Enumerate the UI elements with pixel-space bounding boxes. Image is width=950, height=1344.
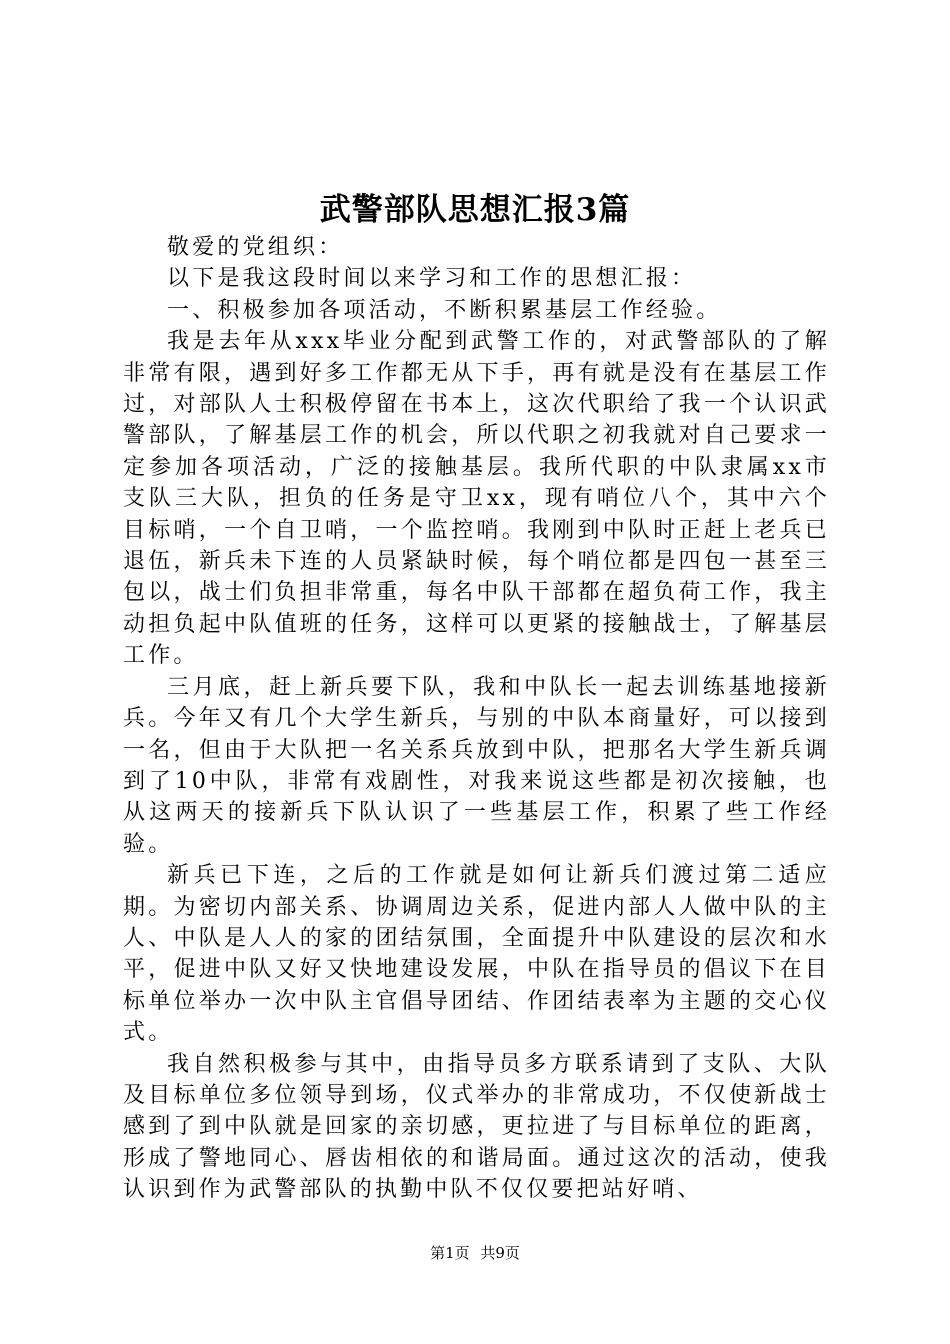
document-title: 武警部队思想汇报3篇 xyxy=(319,192,631,228)
page-number: 第1页 xyxy=(430,1244,470,1262)
section-heading: 一、积极参加各项活动，不断积累基层工作经验。 xyxy=(167,297,722,323)
intro-paragraph: 以下是我这段时间以来学习和工作的思想汇报： xyxy=(167,266,697,292)
page-footer xyxy=(0,1242,950,1264)
body-paragraph: 三月底，赶上新兵要下队，我和中队长一起去训练基地接新兵。今年又有几个大学生新兵，与别的中队本商量好，可以接到一名，但由于大队把一名关系兵放到中队，把那名大学生新兵调到了10中队，非常有戏剧性，对我来说这些都是初次接触，也从这两天的接新兵下队认识了一些基层工作，积累了些工作经验。 xyxy=(123,674,830,857)
document-body xyxy=(123,232,830,1206)
body-paragraph: 我是去年从xxx毕业分配到武警工作的，对武警部队的了解非常有限，遇到好多工作都无从下手，再有就是没有在基层工作过，对部队人士积极停留在书本上，这次代职给了我一个认识武警部队，了解基层工作的机会，所以代职之初我就对自己要求一定参加各项活动，广泛的接触基层。我所代职的中队隶属xx市支队三大队，担负的任务是守卫xx，现有哨位八个，其中六个目标哨，一个自卫哨，一个监控哨。我刚到中队时正赶上老兵已退伍，新兵未下连的人员紧缺时候，每个哨位都是四包一甚至三包以，战士们负担非常重，每名中队干部都在超负荷工作，我主动担负起中队值班的任务，这样可以更紧的接触战士，了解基层工作。 xyxy=(123,329,830,669)
body-paragraph: 我自然积极参与其中，由指导员多方联系请到了支队、大队及目标单位多位领导到场，仪式举办的非常成功，不仅使新战士感到了到中队就是回家的亲切感，更拉进了与目标单位的距离，形成了警地同心、唇齿相依的和谐局面。通过这次的活动，使我认识到作为武警部队的执勤中队不仅仅要把站好哨、 xyxy=(123,1051,830,1203)
salutation: 敬爱的党组织： xyxy=(167,235,344,260)
body-paragraph: 新兵已下连，之后的工作就是如何让新兵们渡过第二适应期。为密切内部关系、协调周边关系，促进内部人人做中队的主人、中队是人人的家的团结氛围，全面提升中队建设的层次和水平，促进中队又好又快地建设发展，中队在指导员的倡议下在目标单位举办一次中队主官倡导团结、作团结表率为主题的交心仪式。 xyxy=(123,863,830,1046)
page-total: 共9页 xyxy=(480,1244,520,1262)
